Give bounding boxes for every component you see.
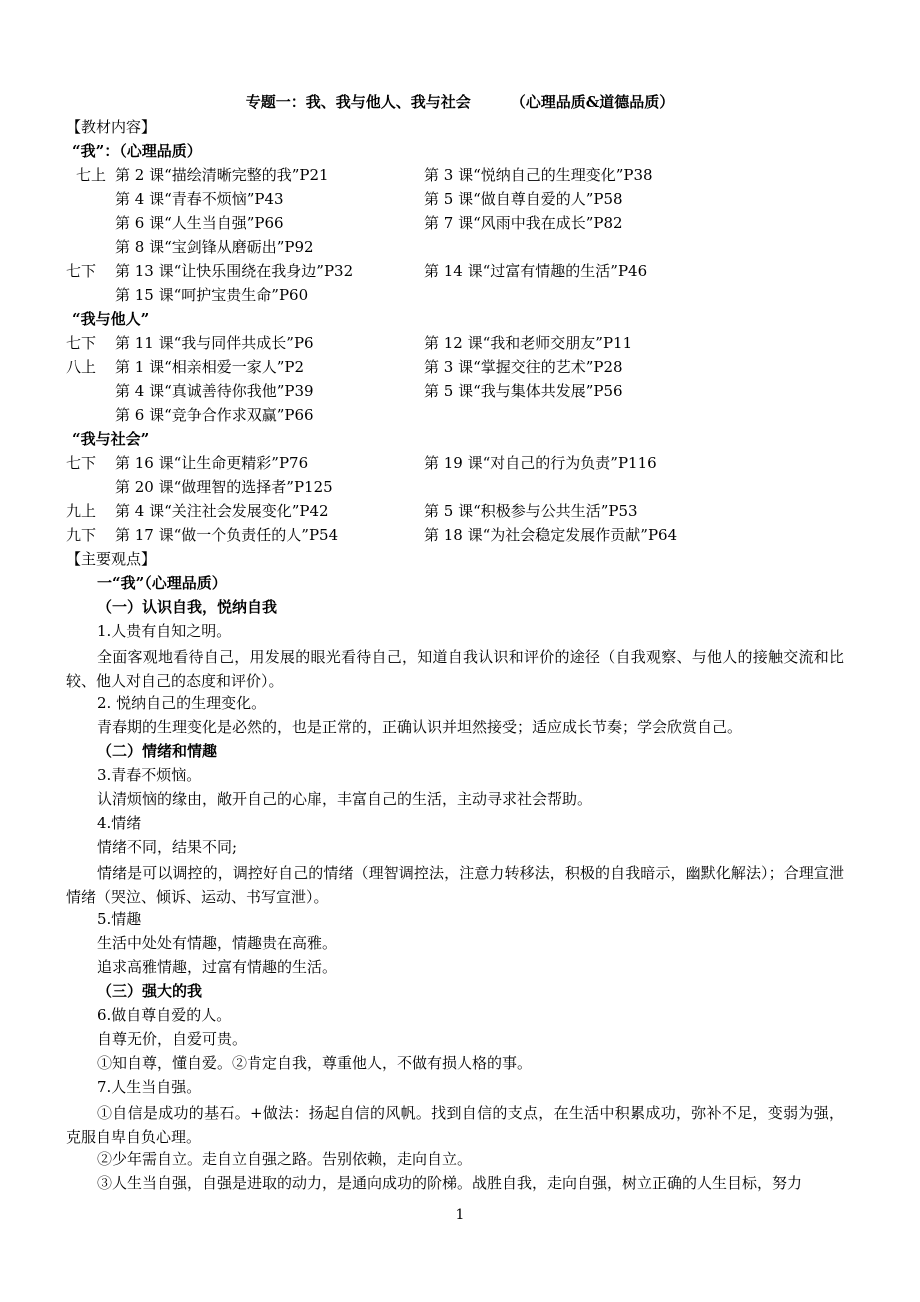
paragraph: 4.情绪 (97, 814, 142, 832)
row-lesson-right: 第 19 课“对自己的行为负责”P116 (424, 454, 657, 472)
title-main: 专题一：我、我与他人、我与社会 (245, 93, 471, 111)
paragraph: ①知自尊，懂自爱。②肯定自我，尊重他人，不做有损人格的事。 (97, 1054, 533, 1072)
row-lesson-right: 第 12 课“我和老师交朋友”P11 (424, 334, 633, 352)
group-me-society: “我与社会” (72, 430, 150, 448)
paragraph: 情绪不同，结果不同; (97, 838, 238, 856)
row-lesson-right: 第 14 课“过富有情趣的生活”P46 (424, 262, 648, 280)
row-lesson-right: 第 7 课“风雨中我在成长”P82 (424, 214, 623, 232)
row-grade: 八上 (66, 358, 97, 376)
paragraph: 青春期的生理变化是必然的，也是正常的，正确认识并坦然接受；适应成长节奏；学会欣赏自己。 (97, 718, 743, 736)
row-lesson-left: 第 4 课“青春不烦恼”P43 (115, 190, 284, 208)
row-lesson-left: 第 13 课“让快乐围绕在我身边”P32 (115, 262, 354, 280)
row-lesson-right: 第 5 课“做自尊自爱的人”P58 (424, 190, 623, 208)
row-lesson-left: 第 8 课“宝剑锋从磨砺出”P92 (115, 238, 314, 256)
row-lesson-left: 第 1 课“相亲相爱一家人”P2 (115, 358, 305, 376)
row-lesson-left: 第 6 课“竞争合作求双赢”P66 (115, 406, 314, 424)
paragraph: ③人生当自强，自强是进取的动力，是通向成功的阶梯。战胜自我，走向自强，树立正确的人生目标，努力 (97, 1174, 803, 1192)
page-number: 1 (455, 1207, 465, 1223)
paragraph: 1.人贵有自知之明。 (97, 622, 232, 640)
row-lesson-left: 第 6 课“人生当自强”P66 (115, 214, 284, 232)
section-materials: 【教材内容】 (66, 118, 157, 136)
row-grade: 七下 (66, 334, 97, 352)
paragraph: 自尊无价，自爱可贵。 (97, 1030, 248, 1048)
paragraph: 2. 悦纳自己的生理变化。 (97, 694, 267, 712)
heading-me: 一“我”（心理品质） (97, 574, 227, 592)
group-me-others: “我与他人” (72, 310, 150, 328)
row-lesson-right: 第 3 课“掌握交往的艺术”P28 (424, 358, 623, 376)
subheading: （三）强大的我 (97, 982, 203, 1000)
row-lesson-right: 第 5 课“积极参与公共生活”P53 (424, 502, 638, 520)
paragraph: 情绪是可以调控的，调控好自己的情绪（理智调控法，注意力转移法，积极的自我暗示，幽默化解法）；合理宣泄情绪（哭泣、倾诉、运动、书写宣泄）。 (66, 864, 844, 906)
paragraph: 6.做自尊自爱的人。 (97, 1006, 232, 1024)
row-lesson-left: 第 20 课“做理智的选择者”P125 (115, 478, 333, 496)
section-viewpoints: 【主要观点】 (66, 550, 157, 568)
paragraph: ②少年需自立。走自立自强之路。告别依赖，走向自立。 (97, 1150, 473, 1168)
row-lesson-left: 第 15 课“呵护宝贵生命”P60 (115, 286, 309, 304)
row-lesson-left: 第 2 课“描绘清晰完整的我”P21 (115, 166, 329, 184)
row-lesson-left: 第 11 课“我与同伴共成长”P6 (115, 334, 314, 352)
row-grade: 七下 (66, 454, 97, 472)
row-grade: 七上 (76, 166, 107, 184)
paragraph: ①自信是成功的基石。+做法：扬起自信的风帆。找到自信的支点，在生活中积累成功，弥补不足，变弱为强，克服自卑自负心理。 (66, 1104, 844, 1146)
row-lesson-right: 第 5 课“我与集体共发展”P56 (424, 382, 623, 400)
subheading: （一）认识自我，悦纳自我 (97, 598, 278, 616)
row-lesson-left: 第 4 课“关注社会发展变化”P42 (115, 502, 329, 520)
row-lesson-left: 第 16 课“让生命更精彩”P76 (115, 454, 309, 472)
paragraph: 5.情趣 (97, 910, 142, 928)
row-grade: 七下 (66, 262, 97, 280)
page-title (0, 92, 920, 112)
paragraph: 认清烦恼的缘由，敞开自己的心扉，丰富自己的生活，主动寻求社会帮助。 (97, 790, 593, 808)
row-lesson-left: 第 4 课“真诚善待你我他”P39 (115, 382, 314, 400)
row-lesson-right: 第 3 课“悦纳自己的生理变化”P38 (424, 166, 653, 184)
title-sub: （心理品质&道德品质） (510, 93, 675, 111)
paragraph: 生活中处处有情趣，情趣贵在高雅。 (97, 934, 338, 952)
row-grade: 九下 (66, 526, 97, 544)
subheading: （二）情绪和情趣 (97, 742, 218, 760)
row-grade: 九上 (66, 502, 97, 520)
paragraph: 追求高雅情趣，过富有情趣的生活。 (97, 958, 338, 976)
group-me: “我”：（心理品质） (72, 142, 202, 160)
paragraph: 7.人生当自强。 (97, 1078, 202, 1096)
row-lesson-right: 第 18 课“为社会稳定发展作贡献”P64 (424, 526, 678, 544)
paragraph: 全面客观地看待自己，用发展的眼光看待自己，知道自我认识和评价的途径（自我观察、与他人的接触交流和比较、他人对自己的态度和评价）。 (66, 648, 844, 690)
paragraph: 3.青春不烦恼。 (97, 766, 202, 784)
row-lesson-left: 第 17 课“做一个负责任的人”P54 (115, 526, 339, 544)
